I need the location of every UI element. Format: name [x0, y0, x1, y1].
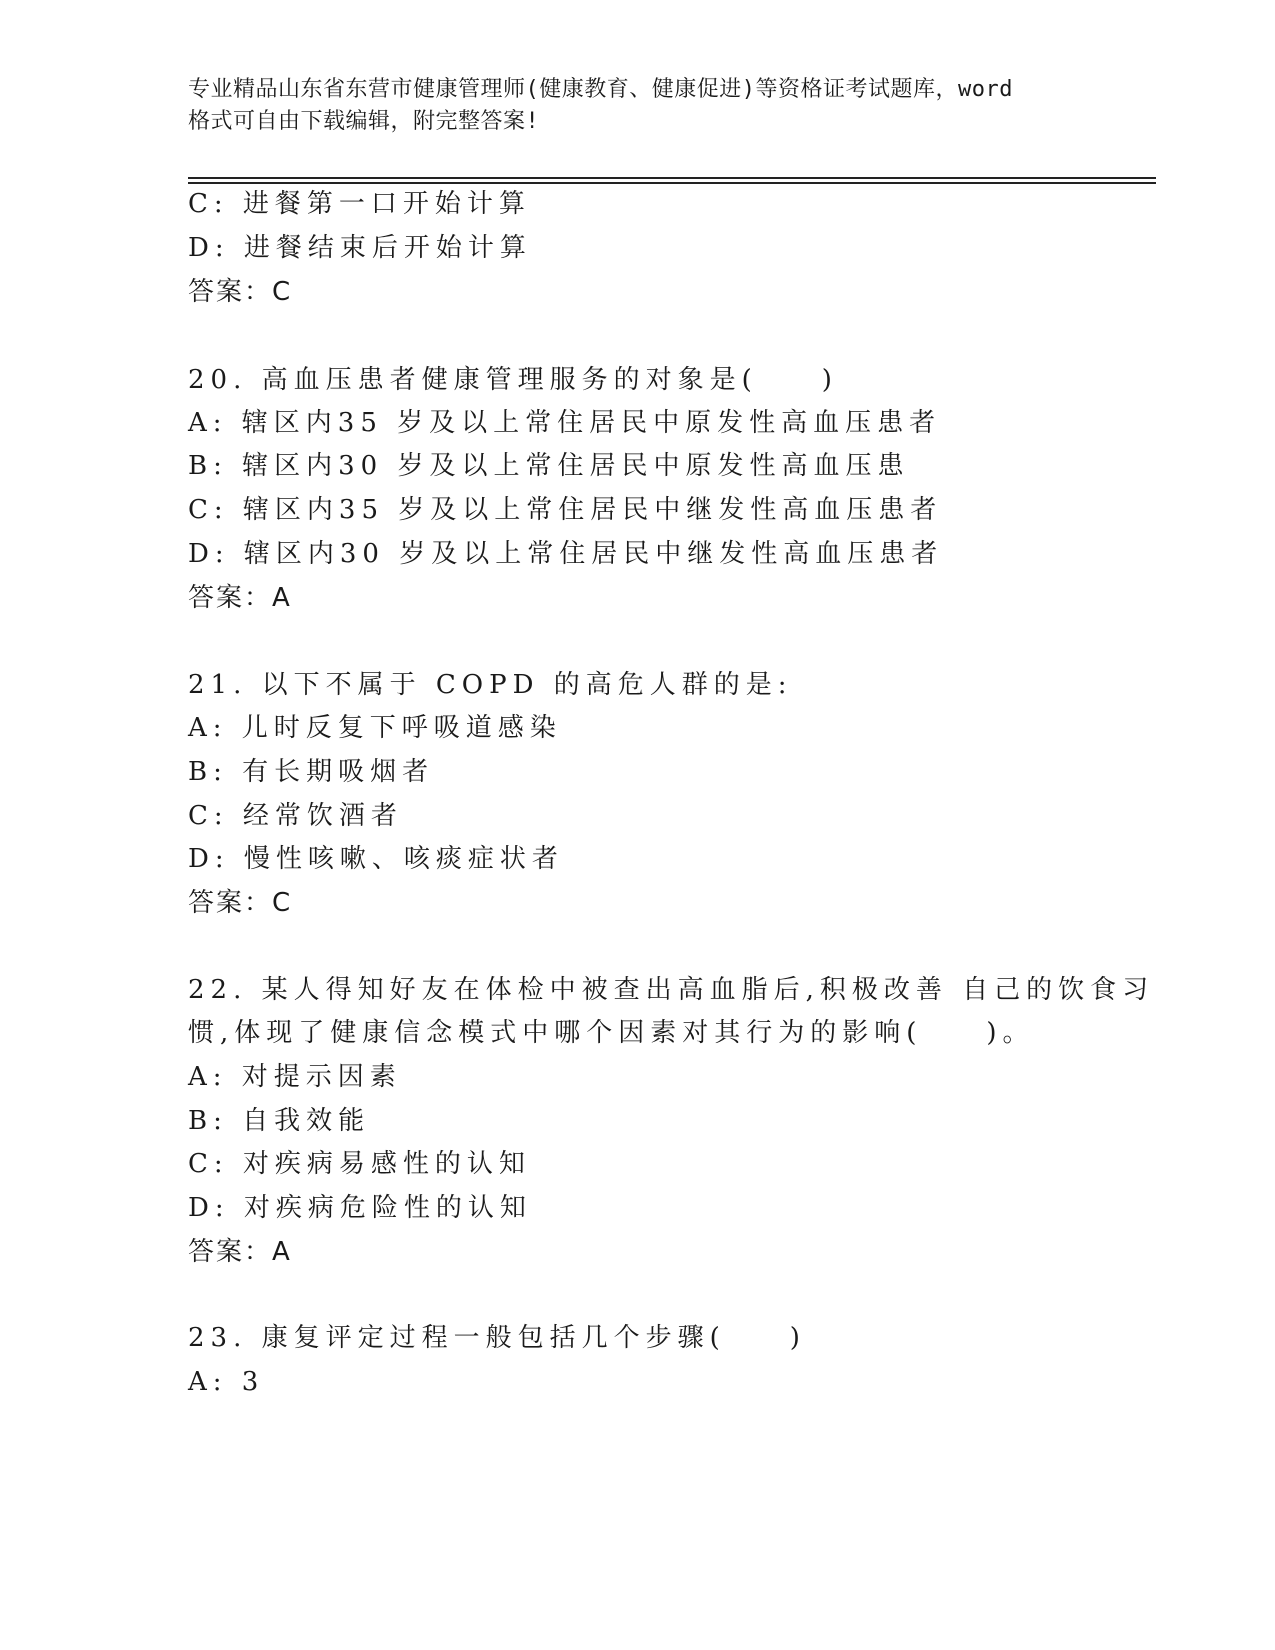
q20-option-b: B: 辖区内30 岁及以上常住居民中原发性高血压患 — [188, 451, 910, 481]
header-divider-top — [188, 177, 1156, 179]
q22-option-a: A: 对提示因素 — [188, 1062, 402, 1092]
q20-option-a: A: 辖区内35 岁及以上常住居民中原发性高血压患者 — [188, 408, 942, 438]
q23-question: 23. 康复评定过程一般包括几个步骤( ) — [188, 1323, 806, 1353]
prev-option-d: D: 进餐结束后开始计算 — [188, 233, 532, 263]
prev-answer: 答案：C — [188, 277, 293, 307]
header-divider-bottom — [188, 182, 1156, 184]
q21-option-d: D: 慢性咳嗽、咳痰症状者 — [188, 844, 564, 874]
q20-option-d: D: 辖区内30 岁及以上常住居民中继发性高血压患者 — [188, 539, 944, 569]
header-line-1: 专业精品山东省东营市健康管理师(健康教育、健康促进)等资格证考试题库，word — [188, 77, 1013, 102]
q22-question-line-1: 22. 某人得知好友在体检中被查出高血脂后,积极改善 自己的饮食习 — [188, 975, 1155, 1005]
document-header — [188, 74, 1088, 138]
q20-question: 20. 高血压患者健康管理服务的对象是( ) — [188, 365, 838, 395]
q21-option-c: C: 经常饮酒者 — [188, 801, 403, 831]
q20-answer: 答案：A — [188, 583, 292, 613]
q21-option-b: B: 有长期吸烟者 — [188, 757, 435, 787]
q21-option-a: A: 儿时反复下呼吸道感染 — [188, 713, 562, 743]
header-line-2: 格式可自由下载编辑，附完整答案! — [188, 109, 540, 134]
q22-question-line-2: 惯,体现了健康信念模式中哪个因素对其行为的影响( )。 — [188, 1018, 1035, 1048]
q22-answer: 答案：A — [188, 1237, 292, 1267]
q23-option-a: A: 3 — [188, 1367, 265, 1397]
q22-option-d: D: 对疾病危险性的认知 — [188, 1193, 532, 1223]
q21-question: 21. 以下不属于 COPD 的高危人群的是: — [188, 670, 793, 700]
prev-option-c: C: 进餐第一口开始计算 — [188, 189, 531, 219]
q21-answer: 答案：C — [188, 888, 293, 918]
q20-option-c: C: 辖区内35 岁及以上常住居民中继发性高血压患者 — [188, 495, 943, 525]
q22-option-b: B: 自我效能 — [188, 1106, 371, 1136]
q22-option-c: C: 对疾病易感性的认知 — [188, 1149, 531, 1179]
